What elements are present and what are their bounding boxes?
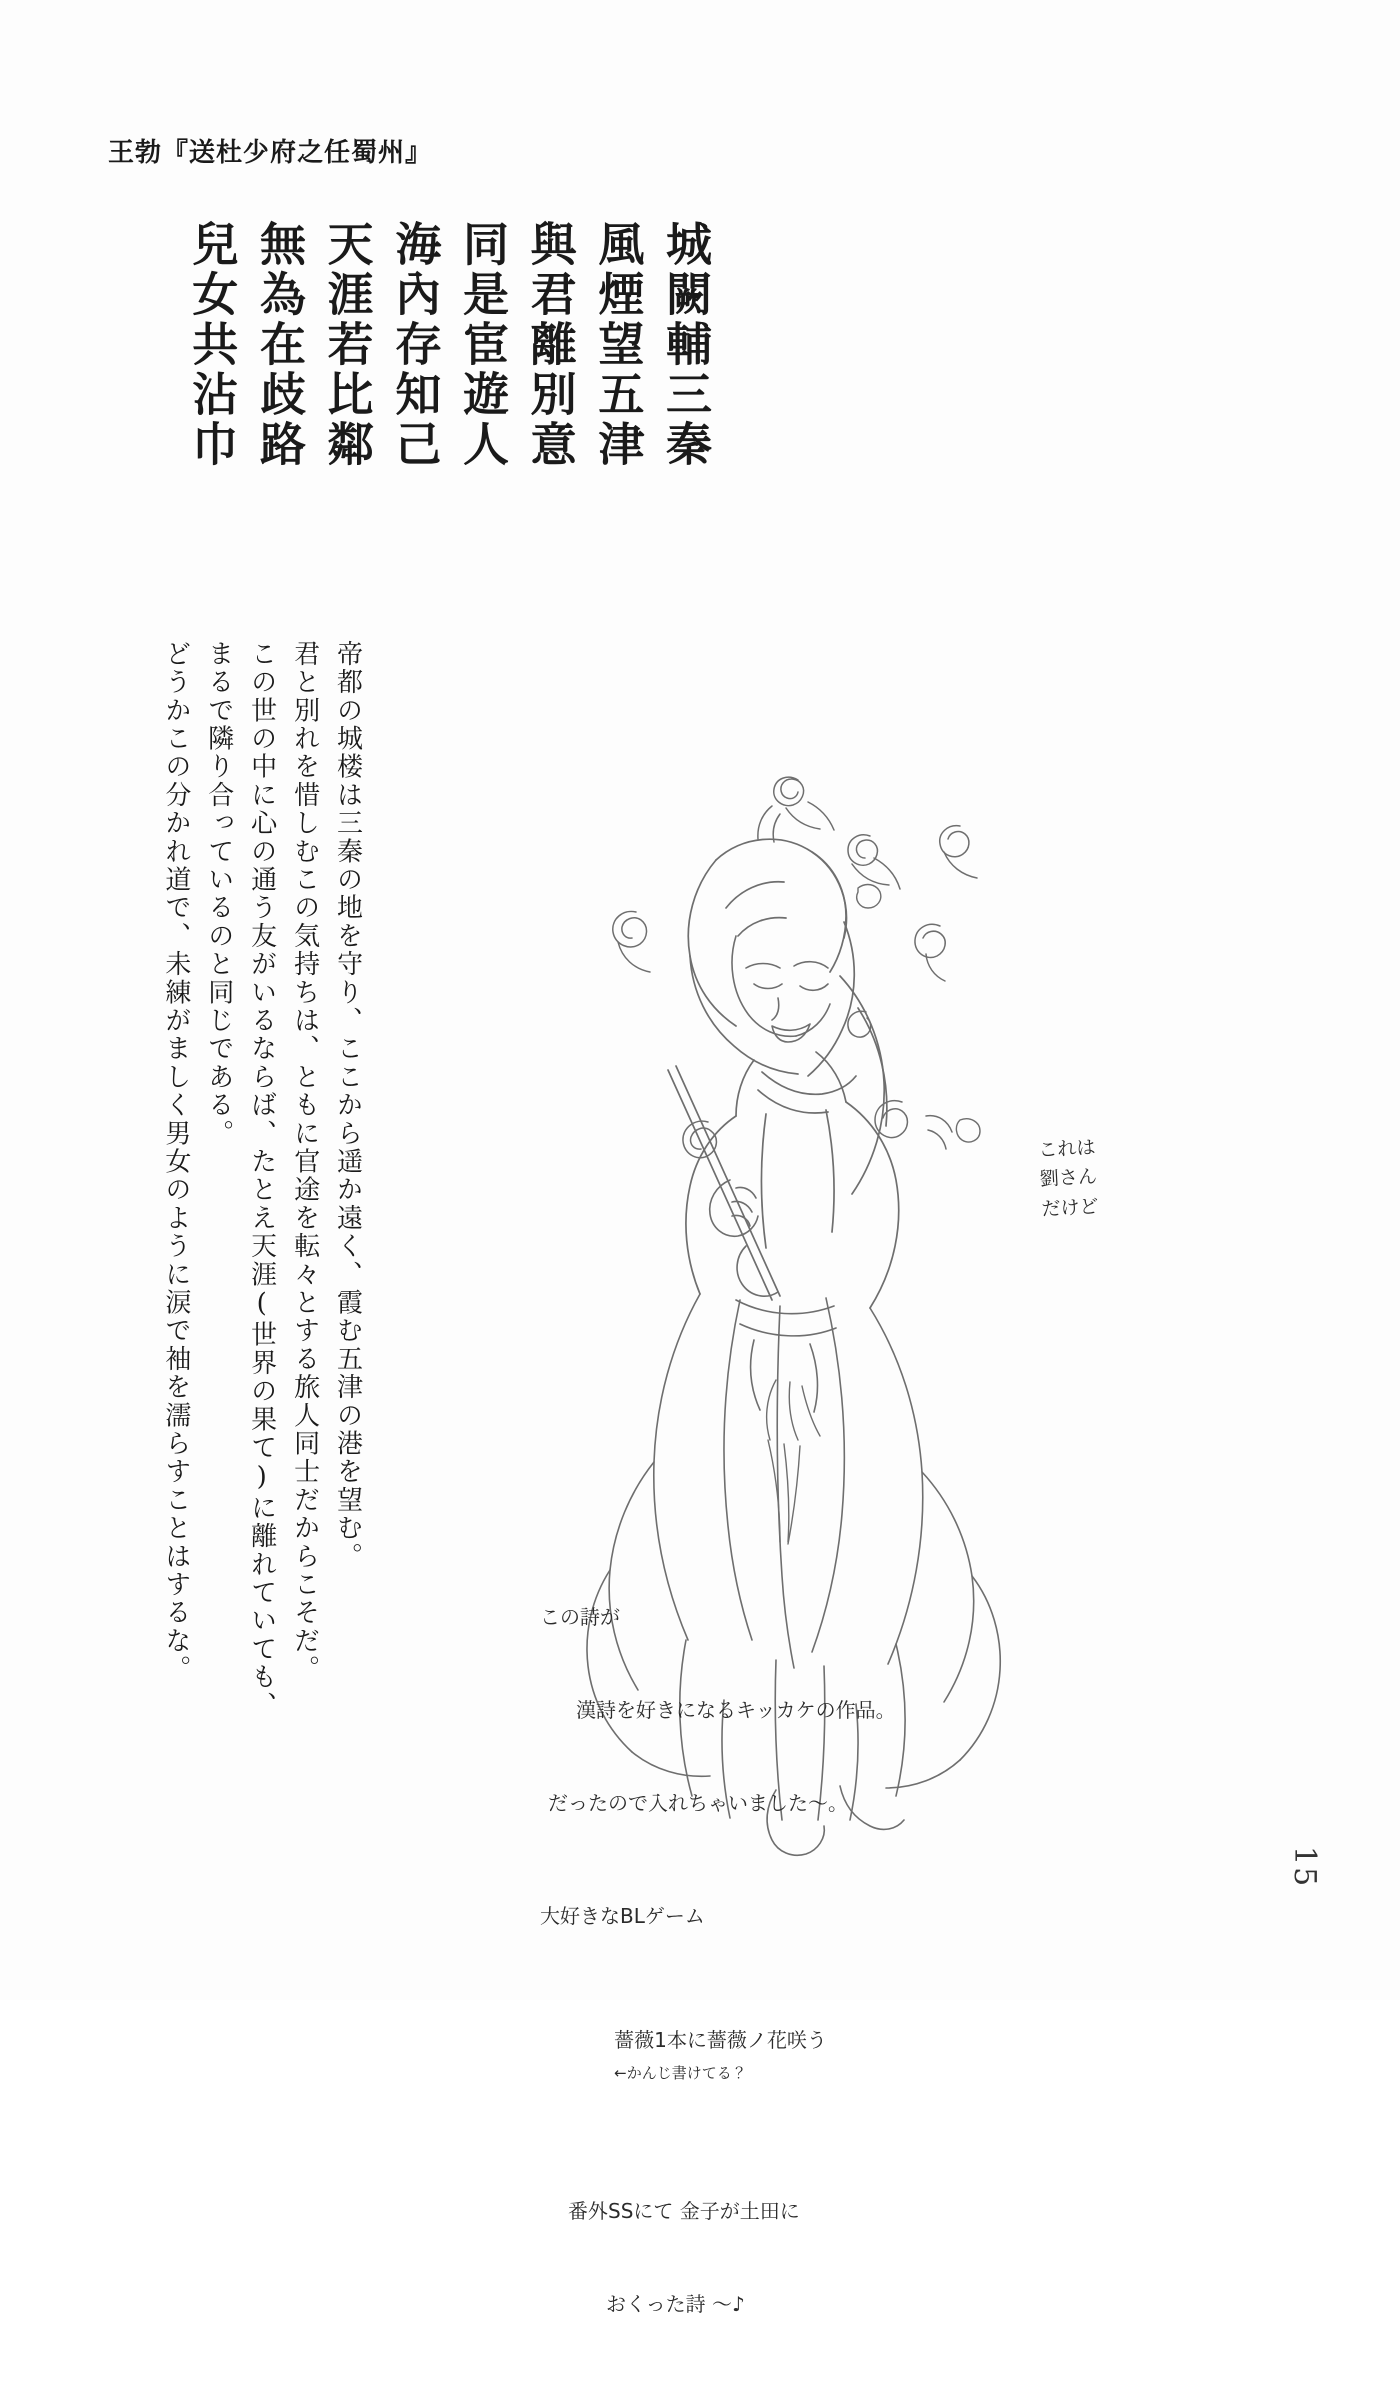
rose-icon — [940, 826, 977, 878]
translation-line: どうかこの分かれ道で、未練がましく男女のように涙で袖を濡らすことはするな。 — [160, 640, 191, 1684]
translation-line: まるで隣り合っているのと同じである。 — [203, 640, 234, 1148]
character-sash — [736, 1300, 836, 1412]
rose-petal-icon — [857, 885, 980, 1142]
rose-icon — [848, 835, 900, 889]
handwritten-note-line: 番外SSにて 金子が土田に — [568, 2199, 800, 2223]
handwritten-note-aside: ←かんじ書けてる？ — [614, 2064, 747, 2082]
translation-line: 帝都の城楼は三秦の地を守り、ここから遥か遠く、霞む五津の港を望む。 — [332, 640, 363, 1571]
handwritten-note-line: 漢詩を好きになるキッカケの作品。 — [576, 1698, 896, 1722]
translation-line: 君と別れを惜しむこの気持ちは、ともに官途を転々とする旅人同士だからこそだ。 — [289, 640, 320, 1684]
handwritten-note-line — [576, 1994, 896, 2118]
rose-icon — [915, 924, 945, 981]
page-number: 15 — [1287, 1845, 1322, 1888]
poem-line: 城闕輔三秦 — [659, 220, 713, 470]
poem-line: 天涯若比鄰 — [320, 220, 375, 470]
poem-line: 風煙望五津 — [591, 220, 646, 470]
handwritten-note-line: 大好きなBLゲーム — [540, 1904, 705, 1928]
tassel-icon — [767, 1380, 820, 1544]
handwritten-note-character: これは 劉さん だけど — [1037, 1136, 1100, 1221]
poem-line: 與君離別意 — [523, 220, 578, 470]
handwritten-note-line: この詩が — [540, 1605, 620, 1629]
poem-line: 兒女共沾巾 — [185, 220, 240, 470]
rose-icon — [758, 777, 834, 842]
rose-icon — [613, 911, 650, 972]
handwritten-note-block — [540, 1540, 896, 2382]
poem-line: 海內存知己 — [388, 220, 443, 470]
poem-line: 同是宦遊人 — [455, 220, 510, 470]
poem-line: 無為在歧路 — [252, 220, 307, 470]
handwritten-note-game-title: 薔薇1本に薔薇ノ花咲う — [614, 2028, 827, 2052]
page-title: 王勃『送杜少府之任蜀州』 — [108, 138, 433, 168]
poem-block — [185, 220, 713, 470]
handwritten-note-line: だったので入れちゃいました〜。 — [548, 1791, 848, 1815]
translation-block — [160, 640, 361, 1770]
translation-line: この世の中に心の通う友がいるならば、たとえ天涯(世界の果て)に離れていても、 — [246, 640, 277, 1720]
character-face — [732, 936, 830, 1042]
handwritten-note-line: おくった詩 〜♪ — [606, 2292, 745, 2316]
